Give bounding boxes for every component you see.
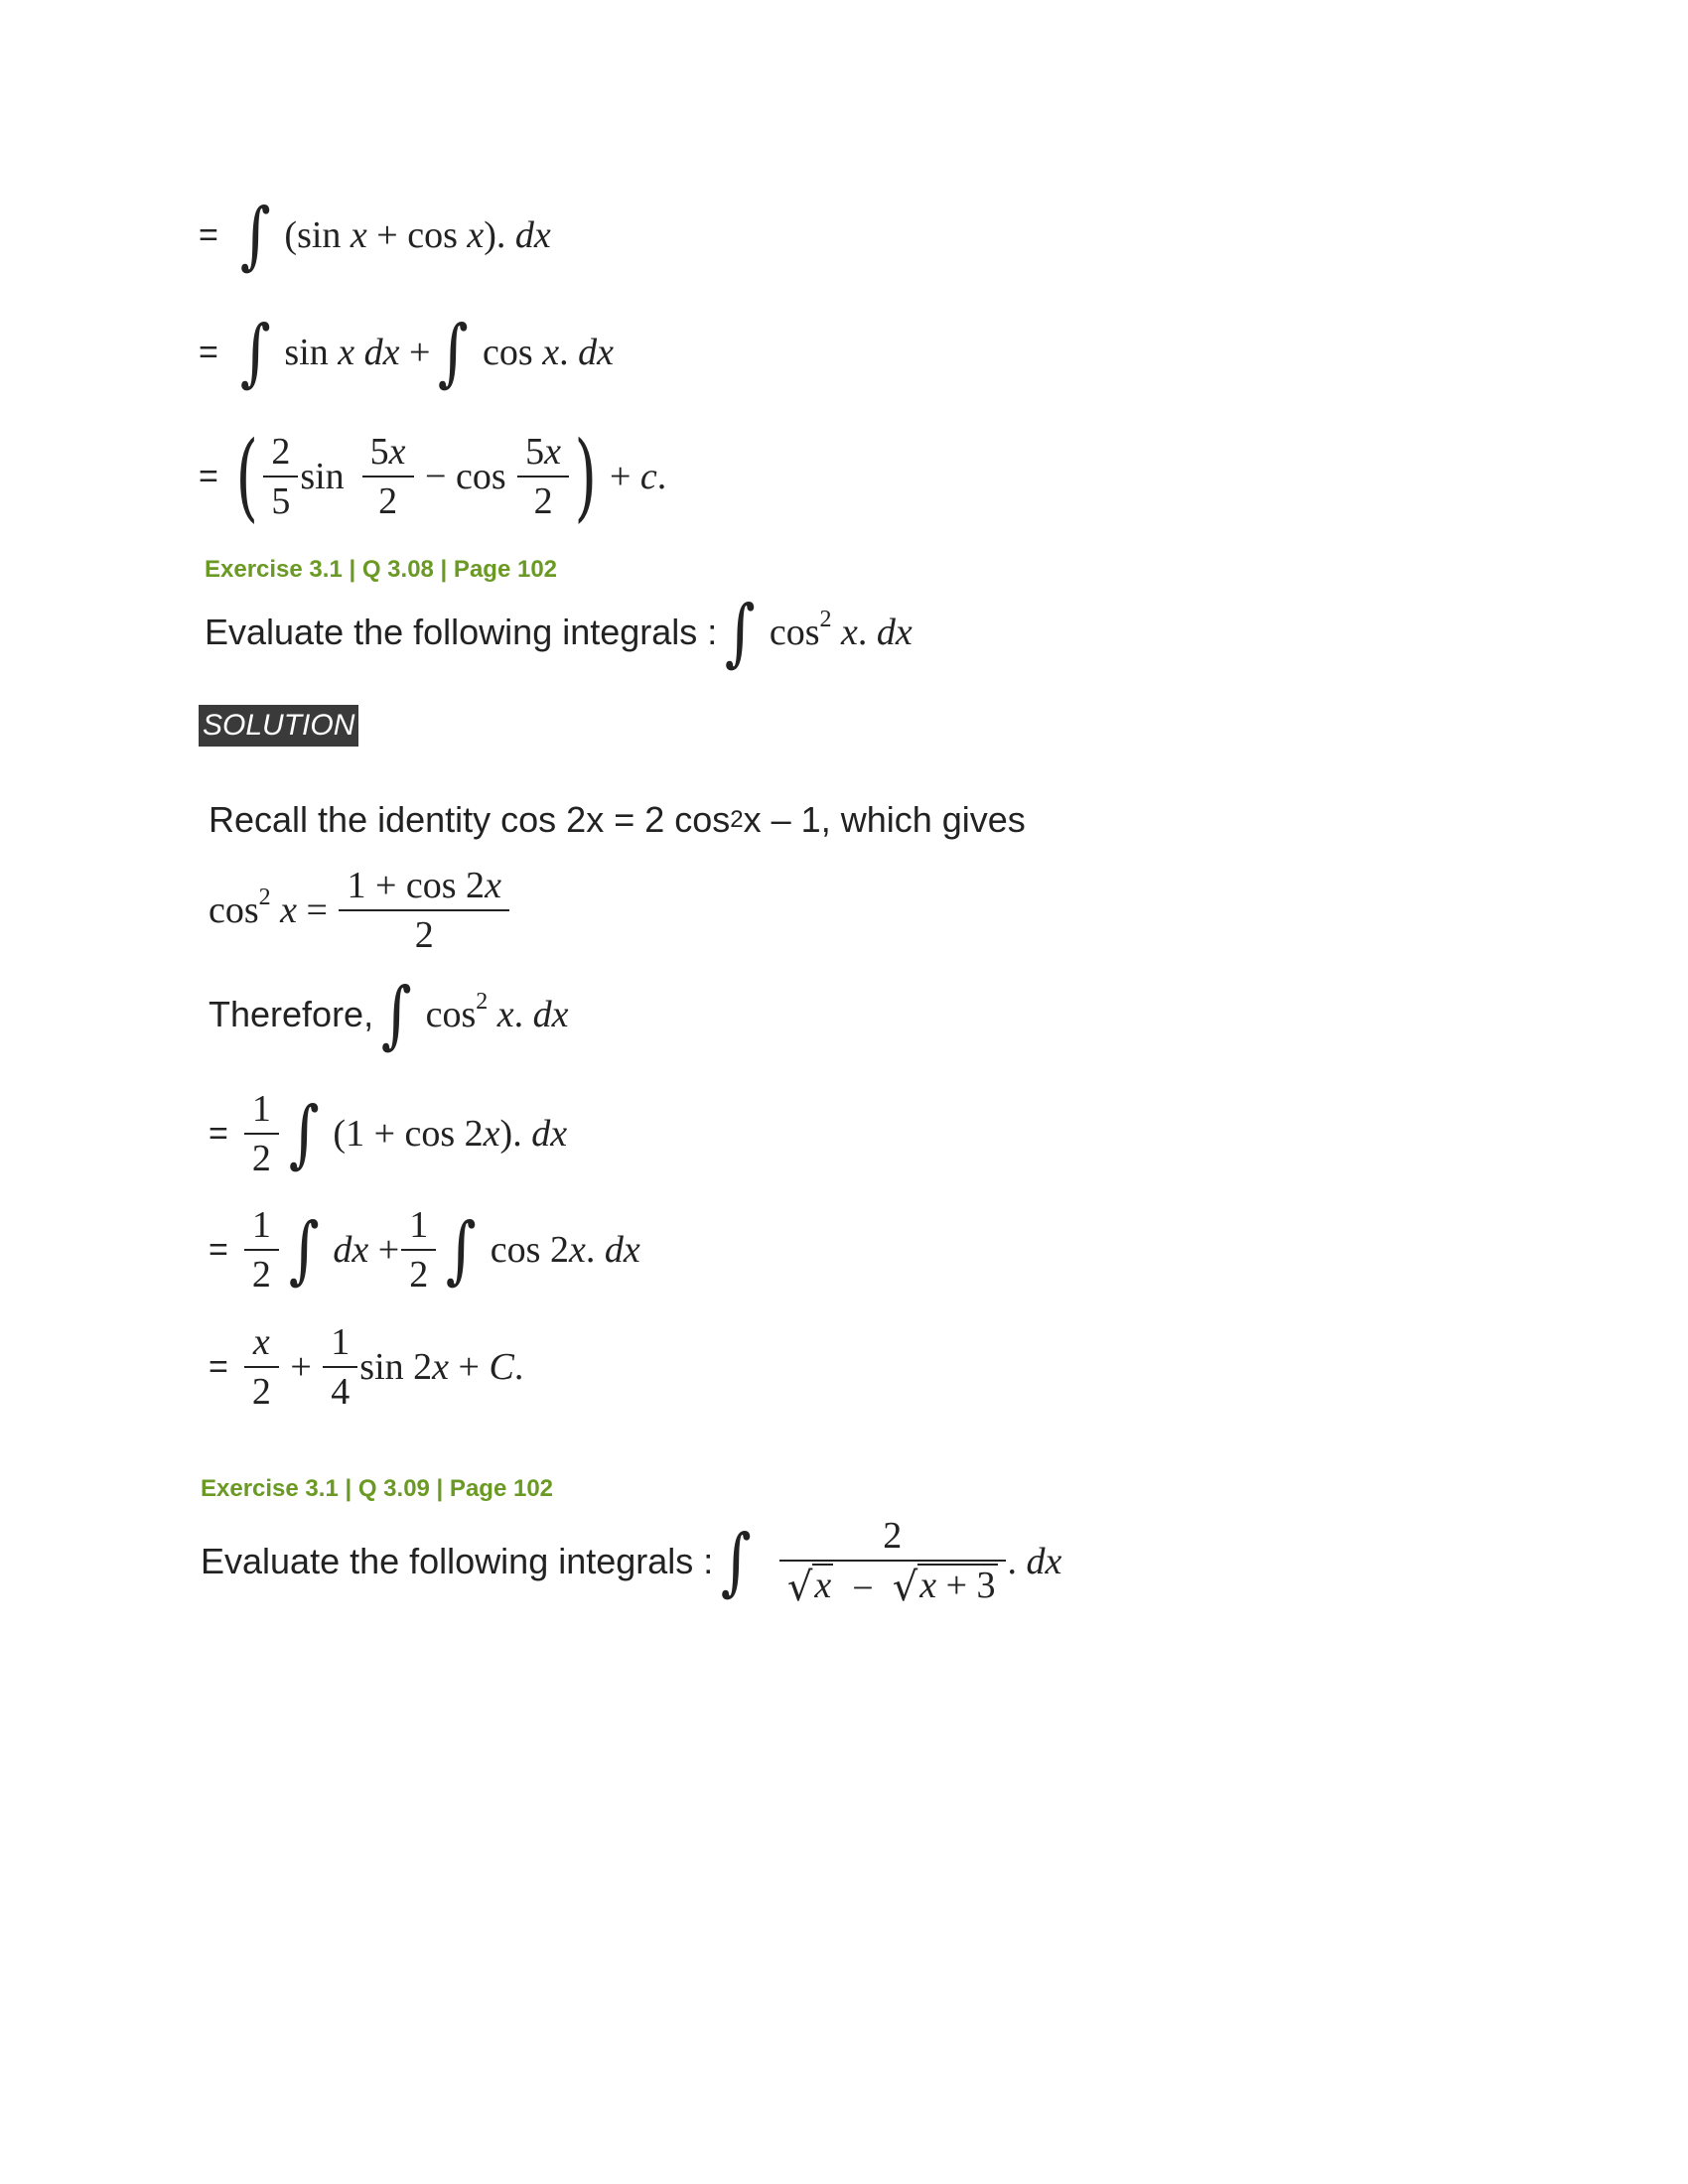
- identity-line: Recall the identity cos 2x = 2 cos 2 x – 1, which gives: [209, 799, 1026, 840]
- integral-sign: ∫: [380, 972, 412, 1057]
- integral-sign: ∫: [725, 590, 757, 675]
- therefore-line: Therefore, ∫ $\cos^2 x$. dx: [209, 972, 569, 1057]
- step-3: = $\frac{x}{2}$ + $\frac{1}{4}$ sin 2x + C.: [209, 1321, 524, 1413]
- identity-formula: $\cos^2 x$ = $\frac{1 + \cos 2x}{2}$: [209, 864, 511, 957]
- integral-sign: ∫: [446, 1207, 477, 1293]
- integral-sign: ∫: [239, 193, 271, 278]
- exercise-reference: Exercise 3.1 | Q 3.08 | Page 102: [205, 556, 558, 583]
- integral-sign: ∫: [288, 1207, 320, 1293]
- prev-step-2: = ∫ sin x dx + ∫ cos x. dx: [199, 310, 614, 395]
- question-prompt: Evaluate the following integrals : ∫ 2 √ x − √ x + 3 . dx: [201, 1515, 1062, 1610]
- integral-sign: ∫: [721, 1519, 753, 1605]
- prev-step-3: = ( $\frac{2}{5}$ sin $\frac{5x}{2}$ − cos $\frac{5x}{2}$ ) + c.: [199, 421, 667, 532]
- integral-sign: ∫: [288, 1091, 320, 1176]
- prev-step-1: = ∫ (sin x + cos x). dx: [199, 193, 551, 278]
- integral-sign: ∫: [239, 310, 271, 395]
- question-prompt: Evaluate the following integrals : ∫ $\cos^2 x$. dx: [205, 590, 913, 675]
- integral-sign: ∫: [438, 310, 470, 395]
- exercise-reference: Exercise 3.1 | Q 3.09 | Page 102: [201, 1475, 554, 1502]
- step-2: = $\frac{1}{2}$ ∫ dx + $\frac{1}{2}$ ∫ cos 2x. dx: [209, 1204, 640, 1296]
- step-1: = $\frac{1}{2}$ ∫ (1 + cos 2x). dx: [209, 1088, 568, 1179]
- solution-label: SOLUTION: [199, 705, 358, 747]
